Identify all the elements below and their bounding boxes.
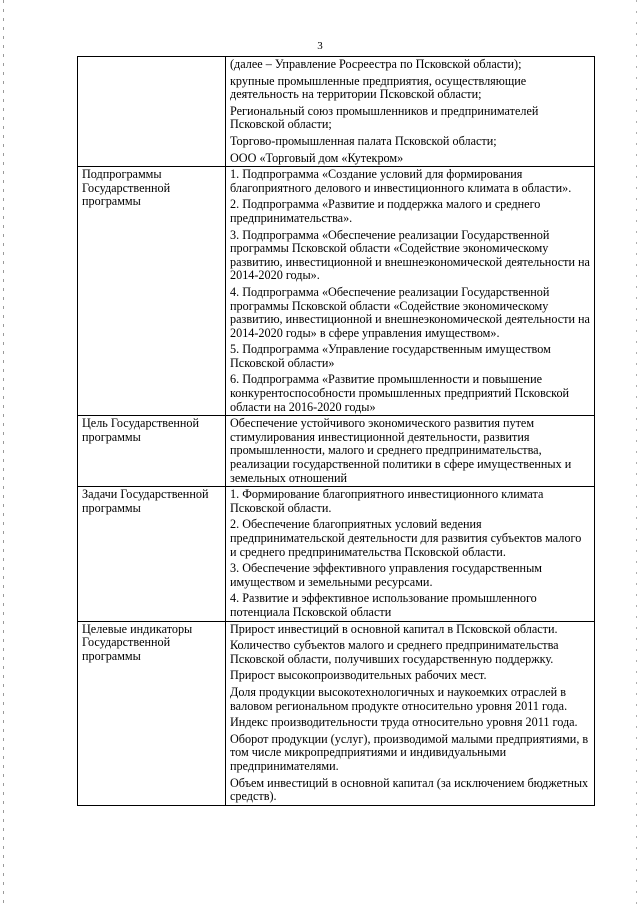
table-row-participants [78,57,595,167]
table-row-indicators [78,621,595,805]
list-item: Доля продукции высокотехнологичных и наукоемких отраслей в валовом региональном продукте относительно уровня 2011 года. [230,684,568,713]
list-item: (далее – Управление Росреестра по Псковской области); [230,57,522,71]
row-label: Цель Государственной программы [78,416,226,487]
list-item: Индекс производительности труда относительно уровня 2011 года. [230,715,578,730]
row-label: Подпрограммы Государственной программы [78,167,226,416]
row-label: Задачи Государственной программы [78,487,226,621]
list-item: 2. Обеспечение благоприятных условий ведения предпринимательской деятельности для развития субъектов малого и среднего предпринимательства Псковской области. [230,517,582,559]
list-item: 1. Подпрограмма «Создание условий для формирования благоприятного делового и инвестиционного климата в области». [230,167,572,195]
list-item: крупные промышленные предприятия, осуществляющие деятельность на территории Псковской области; [230,73,527,102]
list-item: 1. Формирование благоприятного инвестиционного климата Псковской области. [230,487,544,515]
table-row-tasks [78,487,595,621]
row-label [78,57,226,167]
list-item: 3. Подпрограмма «Обеспечение реализации Государственной программы Псковской области «Содействие экономическому развитию, инвестиционной и внешнеэкономической деятельности на 2014-2020 годы». [230,227,590,283]
row-value [226,621,595,805]
list-item: Прирост инвестиций в основной капитал в Псковской области. [230,621,558,636]
row-label: Целевые индикаторы Государственной программы [78,621,226,805]
list-item: Объем инвестиций в основной капитал (за исключением бюджетных средств). [230,775,589,804]
list-item: ООО «Торговый дом «Кутекром» [230,150,404,165]
scan-edge-left [3,0,4,905]
list-item: 5. Подпрограмма «Управление государственным имуществом Псковской области» [230,342,551,370]
program-passport-table [77,56,595,806]
row-value [226,487,595,621]
table-row-goal [78,416,595,487]
list-item: Региональный союз промышленников и предпринимателей Псковской области; [230,103,539,132]
list-item: Обеспечение устойчивого экономического развития путем стимулирования инвестиционной деятельности, развития промышленности, малого и среднего предпринимательства, реализации государственной политики в сфере имущественных и земельных отношений [230,416,572,485]
row-value [226,57,595,167]
page-number: 3 [317,40,323,52]
list-item: Оборот продукции (услуг), производимой малыми предприятиями, в том числе микропредприятиями и индивидуальными предпринимателями. [230,731,589,773]
row-value [226,167,595,416]
scan-edge-right [636,0,637,905]
list-item: 2. Подпрограмма «Развитие и поддержка малого и среднего предпринимательства». [230,197,541,225]
list-item: Торгово-промышленная палата Псковской области; [230,133,497,148]
row-value [226,416,595,487]
list-item: 4. Развитие и эффективное использование промышленного потенциала Псковской области [230,591,537,619]
list-item: 4. Подпрограмма «Обеспечение реализации Государственной программы Псковской области «Содействие экономическому развитию, инвестиционной и внешнеэкономической деятельности на 2014-2020 годы» в сфере управления имуществом». [230,284,590,340]
list-item: 6. Подпрограмма «Развитие промышленности и повышение конкурентоспособности промышленных предприятий Псковской области на 2016-2020 годы» [230,372,570,414]
list-item: Количество субъектов малого и среднего предпринимательства Псковской области, получивших государственную поддержку. [230,638,559,666]
list-item: Прирост высокопроизводительных рабочих мест. [230,668,487,683]
table-row-subprograms [78,167,595,416]
list-item: 3. Обеспечение эффективного управления государственным имуществом и земельными ресурсами. [230,561,542,589]
